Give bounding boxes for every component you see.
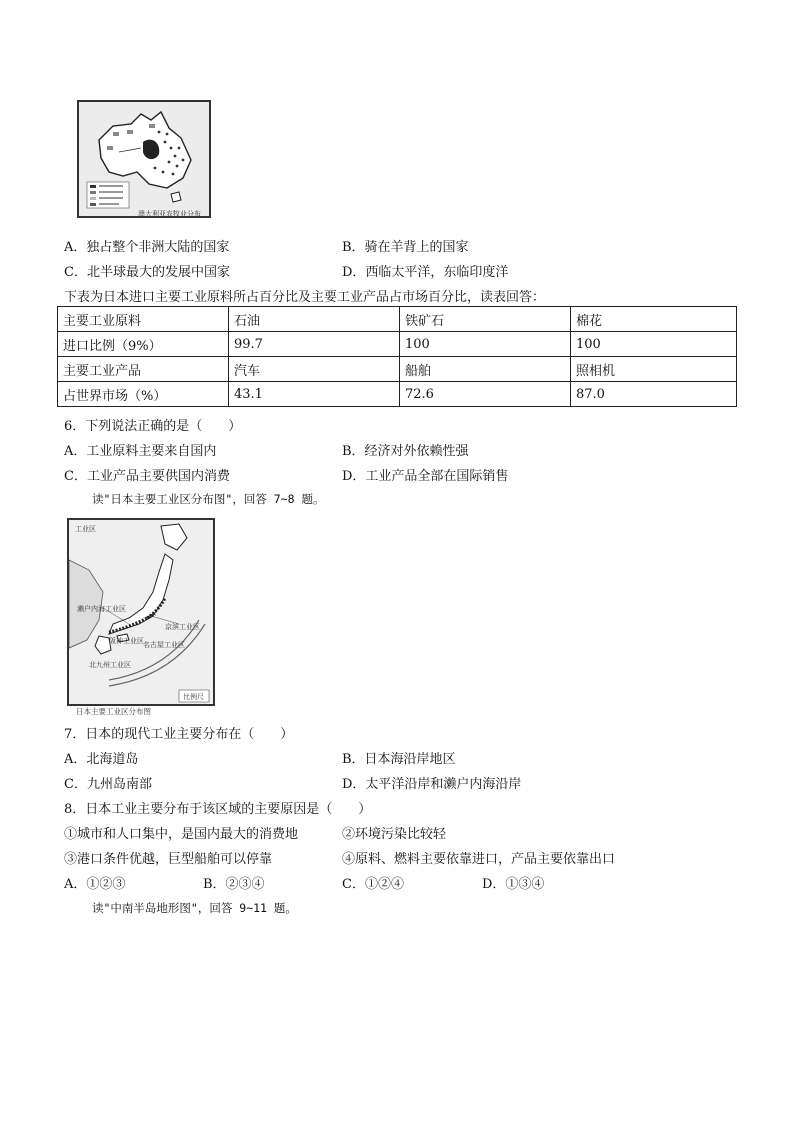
table-cell: 船舶 bbox=[400, 357, 571, 382]
q6-option-d: D．工业产品全部在国际销售 bbox=[342, 469, 509, 484]
q8-statement-2: ②环境污染比较轻 bbox=[342, 827, 447, 842]
q5-option-a: A．独占整个非洲大陆的国家 bbox=[64, 240, 230, 255]
q5-option-b: B．骑在羊背上的国家 bbox=[342, 240, 469, 255]
table-cell: 照相机 bbox=[571, 357, 737, 382]
table-cell: 主要工业原料 bbox=[58, 307, 229, 332]
table-cell: 72.6 bbox=[400, 382, 571, 407]
q6-option-a: A．工业原料主要来自国内 bbox=[64, 444, 217, 459]
table-cell: 100 bbox=[571, 332, 737, 357]
japan-industry-table bbox=[57, 306, 737, 407]
table-cell: 100 bbox=[400, 332, 571, 357]
table-cell: 87.0 bbox=[571, 382, 737, 407]
q7-stem: 7．日本的现代工业主要分布在（ ） bbox=[64, 727, 294, 742]
q6-stem: 6．下列说法正确的是（ ） bbox=[64, 419, 242, 434]
q6-option-c: C．工业产品主要供国内消费 bbox=[64, 469, 230, 484]
table-cell: 棉花 bbox=[571, 307, 737, 332]
australia-map-drawing bbox=[79, 102, 209, 216]
map-label-setouchi: 濑户内海工业区 bbox=[77, 605, 126, 613]
map-label-nagoya: 名古屋工业区 bbox=[143, 641, 185, 649]
japan-map-caption: 日本主要工业区分布图 bbox=[76, 707, 151, 716]
q6-option-b: B．经济对外依赖性强 bbox=[342, 444, 469, 459]
table-cell: 铁矿石 bbox=[400, 307, 571, 332]
australia-map-caption: 澳大利亚农牧业分布 bbox=[138, 210, 201, 218]
q7-option-c: C．九州岛南部 bbox=[64, 777, 152, 792]
map-legend-label: 工业区 bbox=[75, 525, 96, 533]
note-questions-9-11: 读"中南半岛地形图"，回答 9~11 题。 bbox=[92, 901, 297, 915]
note-questions-7-8: 读"日本主要工业区分布图"，回答 7~8 题。 bbox=[92, 492, 325, 506]
table-row bbox=[58, 307, 737, 332]
q8-stem: 8．日本工业主要分布于该区域的主要原因是（ ） bbox=[64, 802, 372, 817]
q8-option-c: C．①②④ bbox=[342, 877, 404, 892]
q8-statement-4: ④原料、燃料主要依靠进口，产品主要依靠出口 bbox=[342, 852, 616, 867]
table-cell: 汽车 bbox=[229, 357, 400, 382]
map-scale-label: 比例尺 bbox=[183, 693, 204, 701]
q8-option-b: B．②③④ bbox=[203, 877, 265, 892]
q8-option-a: A．①②③ bbox=[64, 877, 126, 892]
table-row bbox=[58, 332, 737, 357]
map-label-hanshin: 阪神工业区 bbox=[109, 637, 144, 645]
q5-option-c: C．北半球最大的发展中国家 bbox=[64, 265, 230, 280]
australia-map bbox=[77, 100, 211, 218]
map-label-keihin: 京滨工业区 bbox=[165, 623, 200, 631]
q7-option-a: A．北海道岛 bbox=[64, 752, 139, 767]
q8-option-d: D．①③④ bbox=[482, 877, 545, 892]
table-cell: 43.1 bbox=[229, 382, 400, 407]
table-cell: 主要工业产品 bbox=[58, 357, 229, 382]
table-cell: 石油 bbox=[229, 307, 400, 332]
q7-option-d: D．太平洋沿岸和濑户内海沿岸 bbox=[342, 777, 522, 792]
q5-option-d: D．西临太平洋，东临印度洋 bbox=[342, 265, 509, 280]
q7-option-b: B．日本海沿岸地区 bbox=[342, 752, 456, 767]
table-row bbox=[58, 382, 737, 407]
table-cell: 进口比例（9%） bbox=[58, 332, 229, 357]
japan-industry-map bbox=[67, 518, 215, 706]
table-cell: 99.7 bbox=[229, 332, 400, 357]
map-label-kitakyushu: 北九州工业区 bbox=[89, 661, 131, 669]
table-row bbox=[58, 357, 737, 382]
q8-statement-3: ③港口条件优越，巨型船舶可以停靠 bbox=[64, 852, 273, 867]
table-intro: 下表为日本进口主要工业原料所占百分比及主要工业产品占市场百分比，读表回答： bbox=[64, 290, 546, 305]
q8-statement-1: ①城市和人口集中，是国内最大的消费地 bbox=[64, 827, 299, 842]
table-cell: 占世界市场（%） bbox=[58, 382, 229, 407]
